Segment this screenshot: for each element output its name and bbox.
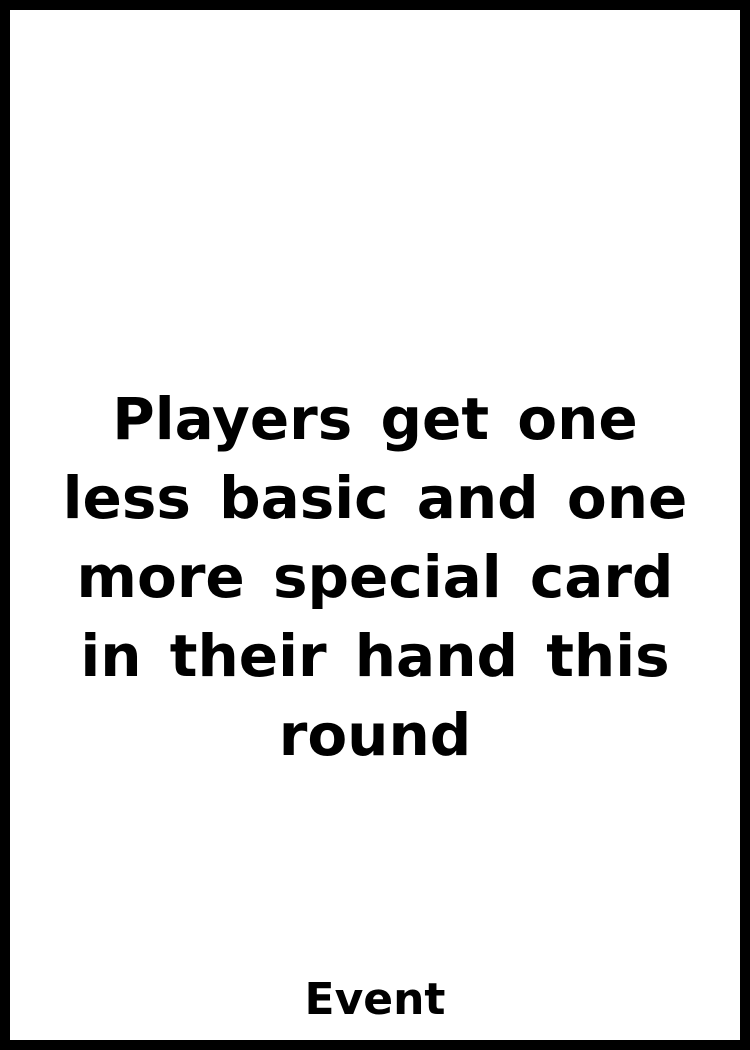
card-body xyxy=(60,380,690,775)
card-rules-text: Players get one less basic and one more special card in their hand this round xyxy=(62,385,688,769)
card-footer xyxy=(10,970,740,1030)
card-type-label: Event xyxy=(304,974,446,1025)
